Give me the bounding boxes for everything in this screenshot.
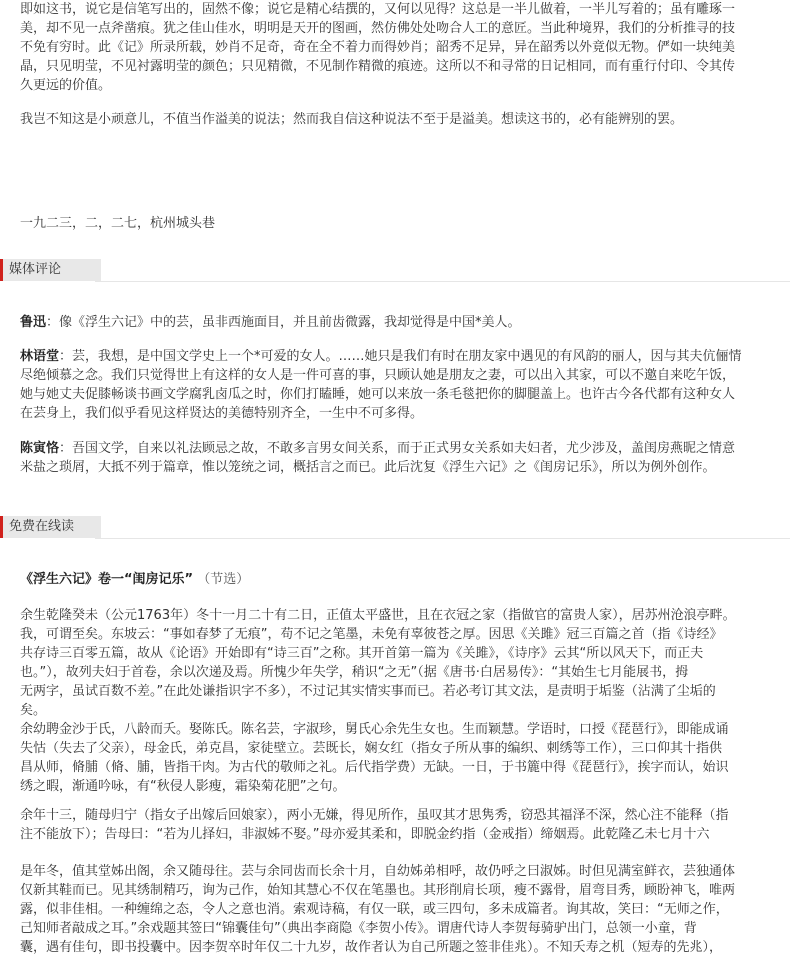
excerpt-paragraph-2: [20, 720, 729, 796]
excerpt-title-note: （节选）: [197, 572, 250, 587]
media-section-header: 媒体评论: [0, 259, 101, 281]
section-divider: [95, 538, 790, 539]
review-line: [20, 347, 742, 366]
preface-paragraph-2: [20, 110, 683, 129]
text-line: 是年冬，值其堂姊出阁，余又随母往。芸与余同齿而长余十月，自幼姊弟相呼，故仍呼之曰淑姊。时但见满室鲜衣，芸独通体: [20, 864, 736, 879]
review-author: 林语堂: [20, 349, 60, 364]
text-line: 共存诗三百零五篇，故从《论语》开始即有“诗三百”之称。其开首第一篇为《关雎》，《诗序》云其“所以风天下，而正夫: [20, 646, 704, 661]
text-line: 失怙（失去了父亲），母金氏，弟克昌，家徒壁立。芸既长，娴女红（指女子所从事的编织、刺绣等工作），三口仰其十指供: [20, 741, 723, 756]
text-line: 囊，遇有佳句，即书投囊中。因李贺卒时年仅二十九岁，故作者认为自己所题之签非佳兆）。不知夭寿之机（短寿的先兆），: [20, 940, 723, 955]
review-text: ：吾国文学，自来以礼法顾忌之故，不敢多言男女间关系，而于正式男女关系如夫妇者，尤少涉及，盖闺房燕昵之情意: [59, 441, 736, 456]
text-line: 久更远的价值。: [20, 78, 112, 93]
excerpt-paragraph-3: [20, 806, 729, 844]
review-line: 在芸身上，我们似乎看见这样贤达的美德特别齐全，一生中不可多得。: [20, 406, 424, 421]
excerpt-paragraph-4: [20, 862, 735, 957]
text-line: 矣。: [20, 703, 47, 718]
text-line: 露，似非佳相。一种缠绵之态，令人之意也消。索观诗稿，有仅一联，或三四句，多未成篇者。询其故，笑曰：“无师之作，: [20, 902, 729, 917]
text-line: 即如这书，说它是信笔写出的，固然不像；说它是精心结撰的，又何以见得？这总是一半儿做着，一半儿写着的；虽有雕琢一: [20, 2, 736, 17]
excerpt-paragraph-1: [20, 606, 736, 720]
review-author: 鲁迅: [20, 315, 47, 330]
text-line: 我岂不知这是小顽意儿，不值当作溢美的说法；然而我自信这种说法不至于是溢美。想读这书的，必有能辨别的罢。: [20, 112, 684, 127]
excerpt-title-line: [20, 570, 249, 589]
review-luxun: [20, 313, 521, 332]
preface-date-line: 一九二三，二，二七，杭州城头巷: [20, 216, 216, 231]
review-text: ：芸，我想，是中国文学史上一个*可爱的女人。……她只是我们有时在朋友家中遇见的有风韵的丽人，因与其夫伉俪情: [59, 349, 742, 364]
review-chenyinke: [20, 439, 735, 477]
review-text: ：像《浮生六记》中的芸，虽非西施面目，并且前齿微露，我却觉得是中国*美人。: [46, 315, 521, 330]
text-line: 不免有穷时。此《记》所录所载，妙肖不足奇，奇在全不着力而得妙肖；韶秀不足异，异在韶秀以外竟似无物。俨如一块纯美: [20, 40, 736, 55]
text-line: 美，却不见一点斧凿痕。犹之佳山佳水，明明是天开的图画，然仿佛处处吻合人工的意匠。当此种境界，我们的分析推寻的技: [20, 21, 736, 36]
text-line: 绣之暇，渐通吟咏，有“秋侵人影瘦，霜染菊花肥”之句。: [20, 779, 346, 794]
text-line: 余年十三，随母归宁（指女子出嫁后回娘家），两小无嫌，得见所作，虽叹其才思隽秀，窃恐其福泽不深，然心注不能释（指: [20, 808, 729, 823]
review-line: [20, 313, 521, 332]
read-section-header: 免费在线读: [0, 516, 101, 538]
text-line: 注不能放下）；告母曰：“若为儿择妇，非淑姊不娶。”母亦爱其柔和，即脱金约指（金戒指）缔姻焉。此乾隆乙未七月十六: [20, 827, 710, 842]
text-line: 仅新其鞋而已。见其绣制精巧，询为己作，始知其慧心不仅在笔墨也。其形削肩长项，瘦不露骨，眉弯目秀，顾盼神飞，唯两: [20, 883, 736, 898]
text-line: 无两字，虽试百数不差。”在此处谦指识字不多），不过记其实情实事而已。若必考订其文法，是责明于垢鉴（沾满了尘垢的: [20, 684, 716, 699]
review-author: 陈寅恪: [20, 441, 60, 456]
text-line: 我，可谓至矣。东坡云：“事如春梦了无痕”，苟不记之笔墨，未免有辜彼苍之厚。因思《关雎》冠三百篇之首（指《诗经》: [20, 627, 723, 642]
excerpt-title: 《浮生六记》卷一“闺房记乐”: [20, 572, 194, 587]
text-line: 己知师者敲成之耳。”余戏题其签曰“锦囊佳句”（典出李商隐《李贺小传》。谓唐代诗人李贺每骑驴出门，总领一小童，背: [20, 921, 697, 936]
text-line: 也。”），故列夫妇于首卷，余以次递及焉。所愧少年失学，稍识“之无”（据《唐书·白居易传》：“其始生七月能展书，拇: [20, 665, 689, 680]
review-line: 她与她丈夫促膝畅谈书画文学腐乳卤瓜之时，你们打瞌睡，她可以来放一条毛毯把你的脚腿盖上。也许古今各代都有这种女人: [20, 387, 736, 402]
text-line: 昌从师，脩脯（脩、脯，皆指干肉。为古代的敬师之礼。后代指学费）无缺。一日，于书簏中得《琵琶行》，挨字而认，始识: [20, 760, 729, 775]
review-line: 米盐之琐屑，大抵不列于篇章，惟以笼统之词，概括言之而已。此后沈复《浮生六记》之《闺房记乐》，所以为例外创作。: [20, 460, 716, 475]
text-line: 余幼聘金沙于氏，八龄而夭。娶陈氏。陈名芸，字淑珍，舅氏心余先生女也。生而颖慧。学语时，口授《琵琶行》，即能成诵: [20, 722, 729, 737]
review-line: [20, 439, 735, 458]
text-line: 晶，只见明莹，不见衬露明莹的颜色；只见精微，不见制作精微的痕迹。这所以不和寻常的日记相同，而有重行付印、令其传: [20, 59, 736, 74]
section-divider: [95, 281, 790, 282]
preface-paragraph-1: [20, 0, 735, 95]
text-line: 余生乾隆癸未（公元1763年）冬十一月二十有二日，正值太平盛世，且在衣冠之家（指做官的富贵人家），居苏州沧浪亭畔。: [20, 608, 736, 623]
review-linyutang: [20, 347, 742, 423]
review-line: 尽绝倾慕之念。我们只觉得世上有这样的女人是一件可喜的事，只顾认她是朋友之妻，可以出入其家，可以不邀自来吃午饭，: [20, 368, 736, 383]
